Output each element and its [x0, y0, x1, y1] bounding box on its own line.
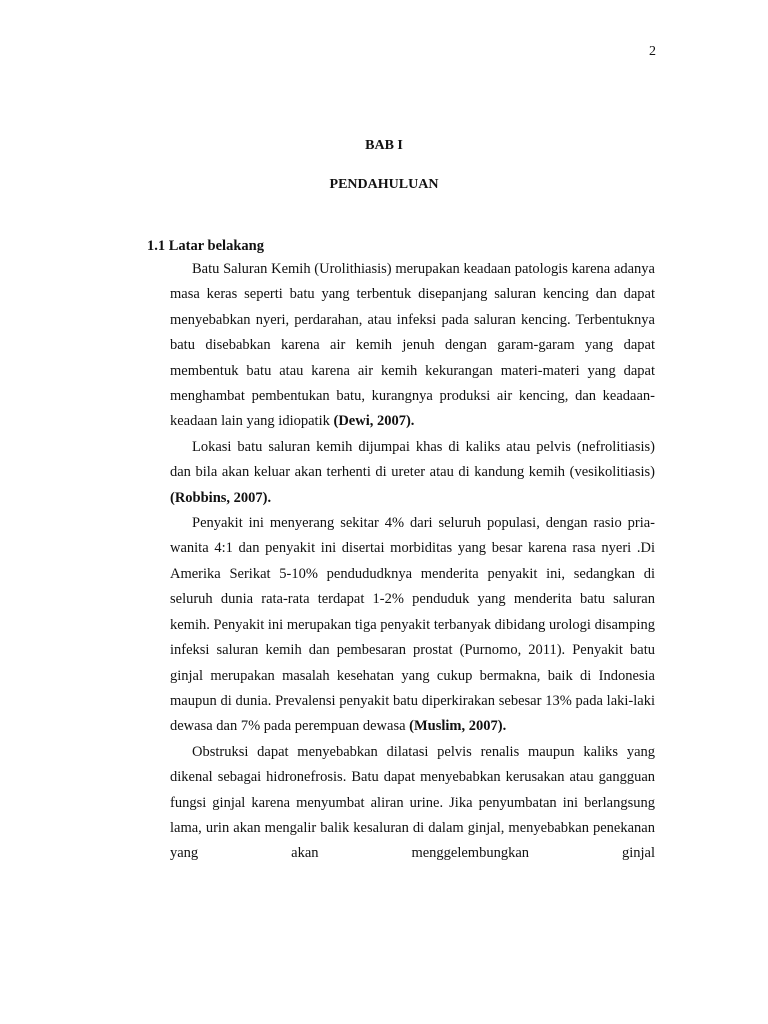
citation: (Muslim, 2007).	[409, 718, 507, 735]
paragraph-4	[170, 740, 655, 867]
paragraph-3	[170, 511, 655, 740]
paragraph-text: Penyakit ini menyerang sekitar 4% dari seluruh populasi, dengan rasio pria-wanita 4:1 dan penyakit ini disertai morbiditas yang besar karena rasa nyeri .Di Amerika Serikat 5-10% pendududknya menderita penyakit ini, sedangkan di seluruh dunia rata-rata terdapat 1-2% penduduk yang menderita batu saluran kemih. Penyakit ini merupakan tiga penyakit terbanyak dibidang urologi disamping infeksi saluran kemih dan pembesaran prostat (Purnomo, 2011). Penyakit batu ginjal merupakan masalah kesehatan yang cukup bermakna, baik di Indonesia maupun di dunia. Prevalensi penyakit batu diperkirakan sebesar 13% pada laki-laki dewasa dan 7% pada perempuan dewasa	[170, 515, 655, 735]
body-text	[170, 257, 655, 867]
page-number: 2	[649, 44, 656, 59]
chapter-title: PENDAHULUAN	[329, 177, 439, 192]
paragraph-2	[170, 435, 655, 511]
paragraph-text: Obstruksi dapat menyebabkan dilatasi pelvis renalis maupun kaliks yang dikenal sebagai hidronefrosis. Batu dapat menyebabkan kerusakan atau gangguan fungsi ginjal karena menyumbat aliran urine. Jika penyumbatan ini berlangsung lama, urin akan mengalir balik kesaluran di dalam ginjal, menyebabkan penekanan yang akan menggelembungkan ginjal	[170, 743, 655, 862]
paragraph-text: Lokasi batu saluran kemih dijumpai khas di kaliks atau pelvis (nefrolitiasis) dan bila akan keluar akan terhenti di ureter atau di kandung kemih (vesikolitiasis)	[170, 438, 655, 481]
paragraph-text: Batu Saluran Kemih (Urolithiasis) merupakan keadaan patologis karena adanya masa keras seperti batu yang terbentuk disepanjang saluran kencing dan dapat menyebabkan nyeri, perdarahan, atau infeksi pada saluran kencing. Terbentuknya batu disebabkan karena air kemih jenuh dengan garam-garam yang dapat membentuk batu atau karena air kemih kekurangan materi-materi yang dapat menghambat pembentukan batu, kurangnya produksi air kencing, dan keadaan-keadaan lain yang idiopatik	[170, 261, 655, 430]
citation: (Robbins, 2007).	[170, 489, 272, 506]
section-heading: 1.1 Latar belakang	[147, 238, 264, 254]
paragraph-1	[170, 257, 655, 435]
citation: (Dewi, 2007).	[333, 413, 415, 430]
chapter-label: BAB I	[365, 138, 403, 153]
